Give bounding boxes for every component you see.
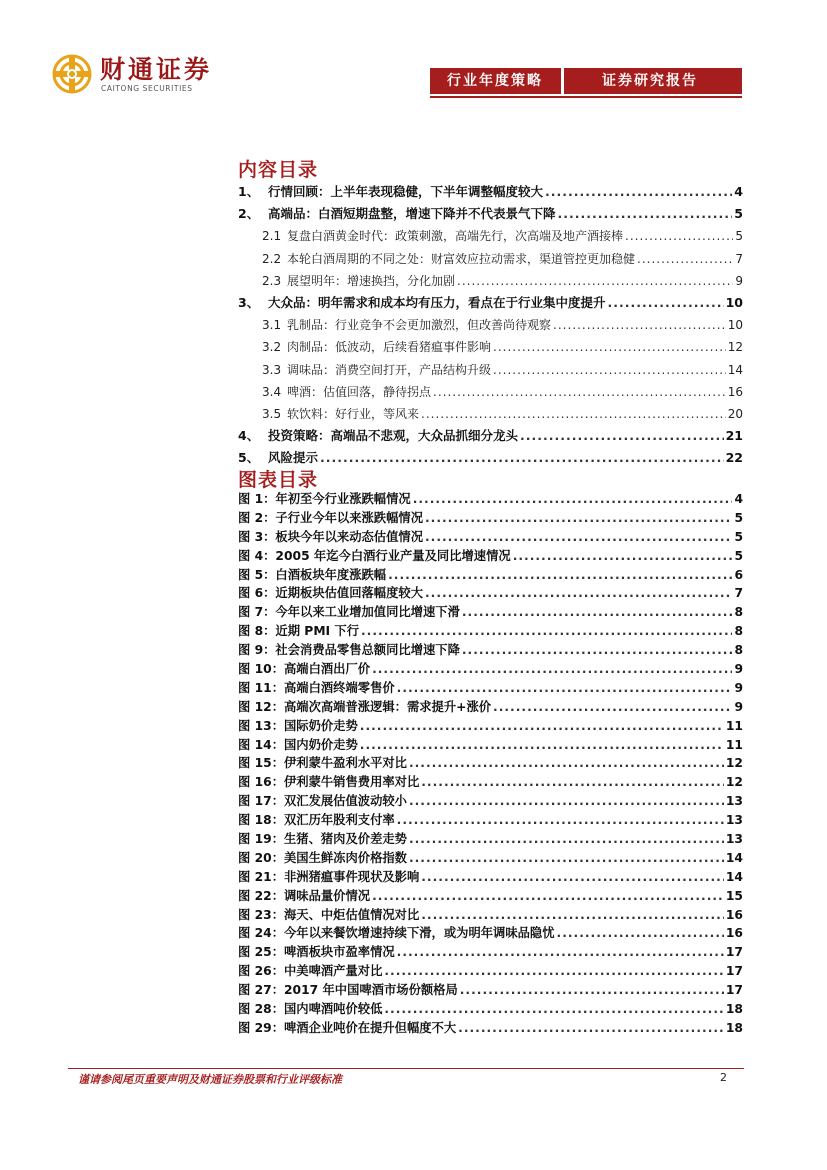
toc-entry-title: 行情回顾：上半年表现稳健，下半年调整幅度较大 (268, 184, 544, 199)
toc-entry-label (262, 403, 419, 425)
page-header (0, 0, 827, 100)
figure-leader-dots (397, 943, 724, 962)
figure-entry-title: 图 3：板块今年以来动态估值情况 (238, 529, 423, 544)
figure-entry-page: 18 (725, 1020, 743, 1035)
figure-entry-title: 图 1：年初至今行业涨跌幅情况 (238, 492, 411, 506)
figure-entry-title: 图 6：近期板块估值回落幅度较大 (238, 586, 423, 601)
toc-leader-dots (558, 203, 733, 225)
figure-entry[interactable] (238, 792, 743, 811)
figure-leader-dots (397, 679, 733, 698)
figure-entry[interactable] (238, 622, 743, 641)
toc-entry-title: 复盘白酒黄金时代：政策刺激，高端先行，次高端及地产酒接棒 (287, 229, 624, 244)
figure-leader-dots (409, 830, 724, 849)
figure-entry-title: 图 28：国内啤酒吨价较低 (238, 1002, 383, 1017)
figure-entry-page: 9 (734, 699, 743, 714)
figure-entry-page: 13 (725, 832, 743, 847)
figure-entry-title: 图 8：近期 PMI 下行 (238, 624, 360, 639)
report-category-tag: 证券研究报告 (602, 73, 698, 89)
figure-entry-title: 图 12：高端次高端普涨逻辑：需求提升+涨价 (238, 699, 492, 714)
figure-entry[interactable] (238, 566, 743, 585)
figure-entry-title: 图 26：中美啤酒产量对比 (238, 964, 383, 979)
figure-leader-dots (409, 849, 724, 868)
toc-entry[interactable] (238, 248, 743, 270)
figure-entry[interactable] (238, 490, 743, 509)
figure-entry-title: 图 5：白酒板块年度涨跌幅 (238, 567, 387, 582)
figure-entry[interactable] (238, 1019, 743, 1038)
toc-entry-label (262, 336, 491, 358)
figure-entry[interactable] (238, 603, 743, 622)
figure-leader-dots (421, 906, 724, 925)
figure-entry-page: 11 (725, 718, 743, 733)
toc-entry[interactable] (238, 203, 743, 225)
figure-entry-title: 图 10：高端白酒出厂价 (238, 662, 371, 677)
figure-leader-dots (462, 641, 733, 660)
figure-entry-title: 图 24：今年以来餐饮增速持续下滑，或为明年调味品隐忧 (238, 926, 555, 941)
figure-entry-title: 图 20：美国生鲜冻肉价格指数 (238, 850, 407, 865)
figure-entry-title: 图 9：社会消费品零售总额同比增速下降 (238, 643, 460, 658)
toc-entry-number: 2.2 (262, 251, 282, 266)
figure-entry-title: 图 4：2005 年迄今白酒行业产量及同比增速情况 (238, 548, 511, 563)
toc-entry-label (262, 314, 551, 336)
figure-entry-page: 18 (725, 1002, 743, 1017)
figures-list (238, 490, 743, 1038)
toc-entry-number: 5、 (238, 450, 260, 466)
toc-entry-title: 乳制品：行业竞争不会更加激烈，但改善尚待观察 (287, 318, 552, 333)
figure-leader-dots (409, 792, 724, 811)
figure-entry-title: 图 13：国际奶价走势 (238, 718, 358, 733)
figure-entry[interactable] (238, 736, 743, 755)
figure-leader-dots (458, 1019, 724, 1038)
toc-entry-label (238, 181, 543, 203)
toc-leader-dots (493, 336, 726, 358)
toc-entry-title: 肉制品：低波动，后续看猪瘟事件影响 (287, 340, 492, 355)
contents-list (238, 181, 743, 469)
figure-entry[interactable] (238, 830, 743, 849)
toc-leader-dots (320, 447, 724, 469)
toc-entry-page: 20 (727, 406, 743, 421)
toc-entry-number: 2、 (238, 206, 260, 222)
toc-entry-number: 3.1 (262, 318, 282, 333)
figure-entry-page: 8 (734, 605, 743, 620)
figure-entry[interactable] (238, 547, 743, 566)
toc-entry-number: 2.3 (262, 273, 282, 288)
toc-entry-number: 2.1 (262, 229, 282, 244)
header-underline (430, 96, 742, 98)
figure-entry[interactable] (238, 641, 743, 660)
figure-entry-page: 6 (734, 567, 743, 582)
figure-entry-page: 8 (734, 624, 743, 639)
figure-entry-title: 图 11：高端白酒终端零售价 (238, 680, 395, 695)
figure-entry-page: 12 (725, 775, 743, 790)
toc-entry-label (238, 203, 556, 225)
toc-entry-label (238, 425, 518, 447)
figure-entry[interactable] (238, 811, 743, 830)
toc-entry-number: 4、 (238, 428, 260, 444)
figure-entry-title: 图 25：啤酒板块市盈率情况 (238, 945, 395, 960)
toc-entry-label (238, 292, 606, 314)
figure-entry-title: 图 23：海天、中炬估值情况对比 (238, 907, 420, 922)
logo-english-name: CAITONG SECURITIES (101, 84, 193, 93)
caitong-logo-icon (52, 54, 92, 94)
figure-entry-title: 图 14：国内奶价走势 (238, 737, 358, 752)
figure-entry[interactable] (238, 698, 743, 717)
figure-entry-page: 15 (725, 888, 743, 903)
toc-entry-page: 5 (734, 206, 743, 222)
toc-entry-title: 展望明年：增速换挡，分化加剧 (287, 273, 456, 288)
figure-leader-dots (513, 547, 733, 566)
toc-entry-page: 21 (725, 428, 743, 444)
toc-entry-page: 10 (727, 318, 743, 333)
toc-entry-label (262, 248, 635, 270)
toc-entry[interactable] (238, 292, 743, 314)
figure-entry-page: 14 (725, 869, 743, 884)
figure-entry[interactable] (238, 509, 743, 528)
figure-entry-title: 图 17：双汇发展估值波动较小 (238, 794, 407, 809)
figure-entry-page: 17 (725, 945, 743, 960)
toc-entry[interactable] (238, 181, 743, 203)
figure-entry[interactable] (238, 584, 743, 603)
figure-entry[interactable] (238, 717, 743, 736)
figures-title: 图表目录 (238, 469, 319, 491)
figure-entry-title: 图 19：生猪、猪肉及价差走势 (238, 832, 407, 847)
toc-entry-title: 风险提示 (268, 450, 319, 466)
figure-entry-page: 16 (725, 907, 743, 922)
toc-leader-dots (421, 403, 726, 425)
figure-leader-dots (462, 603, 733, 622)
toc-entry-number: 3、 (238, 294, 260, 310)
toc-entry[interactable] (238, 359, 743, 381)
figure-entry-page: 11 (725, 737, 743, 752)
toc-entry-label (262, 225, 623, 247)
toc-entry[interactable] (238, 314, 743, 336)
figure-entry-page: 9 (734, 680, 743, 695)
figure-entry-page: 17 (725, 983, 743, 998)
figure-entry-page: 8 (734, 643, 743, 658)
figure-entry[interactable] (238, 849, 743, 868)
toc-entry-title: 调味品：消费空间打开，产品结构升级 (287, 362, 492, 377)
figure-entry-page: 5 (734, 529, 743, 544)
figure-leader-dots (388, 566, 732, 585)
figure-leader-dots (372, 660, 732, 679)
toc-entry-title: 啤酒：估值回落，静待拐点 (287, 384, 432, 399)
toc-entry-title: 大众品：明年需求和成本均有压力，看点在于行业集中度提升 (268, 294, 606, 310)
toc-entry-label (262, 359, 491, 381)
figure-entry-title: 图 2：子行业今年以来涨跌幅情况 (238, 510, 423, 525)
toc-entry-page: 16 (727, 384, 743, 399)
figure-entry-page: 12 (725, 756, 743, 771)
toc-entry-label (262, 381, 431, 403)
figure-entry-page: 16 (725, 926, 743, 941)
figure-entry-title: 图 16：伊利蒙牛销售费用率对比 (238, 775, 420, 790)
figure-entry-page: 7 (734, 586, 743, 601)
figure-entry-page: 4 (734, 492, 743, 506)
figure-leader-dots (360, 736, 724, 755)
toc-entry-number: 3.3 (262, 362, 282, 377)
figure-leader-dots (413, 490, 733, 509)
toc-entry-label (262, 270, 455, 292)
figure-entry[interactable] (238, 962, 743, 981)
toc-entry-number: 3.2 (262, 340, 282, 355)
toc-entry-page: 4 (734, 184, 743, 199)
toc-entry-title: 投资策略：高端品不悲观，大众品抓细分龙头 (268, 428, 519, 444)
toc-entry-page: 22 (725, 450, 743, 466)
toc-entry-number: 1、 (238, 184, 260, 199)
figure-entry-page: 14 (725, 850, 743, 865)
toc-entry-page: 7 (735, 251, 743, 266)
toc-entry-page: 14 (727, 362, 743, 377)
report-type-tag: 行业年度策略 (447, 73, 543, 89)
toc-leader-dots (433, 381, 726, 403)
figure-leader-dots (384, 1000, 724, 1019)
figure-entry[interactable] (238, 924, 743, 943)
figure-entry-title: 图 22：调味品量价情况 (238, 888, 371, 903)
toc-entry-page: 9 (735, 273, 743, 288)
figure-entry-title: 图 21：非洲猪瘟事件现状及影响 (238, 869, 420, 884)
toc-leader-dots (457, 270, 733, 292)
toc-entry-page: 5 (735, 229, 743, 244)
figure-entry-title: 图 18：双汇历年股利支付率 (238, 813, 395, 828)
figure-leader-dots (397, 811, 724, 830)
figure-entry[interactable] (238, 660, 743, 679)
figure-entry-title: 图 29：啤酒企业吨价在提升但幅度不大 (238, 1020, 457, 1035)
toc-entry-title: 高端品：白酒短期盘整，增速下降并不代表景气下降 (268, 206, 556, 222)
figure-entry[interactable] (238, 981, 743, 1000)
figure-entry[interactable] (238, 943, 743, 962)
figure-leader-dots (460, 981, 724, 1000)
toc-leader-dots (608, 292, 724, 314)
figure-leader-dots (384, 962, 724, 981)
figure-entry-title: 图 27：2017 年中国啤酒市场份额格局 (238, 983, 458, 998)
toc-entry[interactable] (238, 403, 743, 425)
figure-entry-page: 5 (734, 548, 743, 563)
figure-entry[interactable] (238, 1000, 743, 1019)
toc-entry-number: 3.4 (262, 384, 282, 399)
figure-entry[interactable] (238, 754, 743, 773)
page-number: 2 (720, 1071, 727, 1084)
toc-leader-dots (520, 425, 724, 447)
figure-entry-page: 13 (725, 813, 743, 828)
figure-leader-dots (557, 924, 724, 943)
figure-entry[interactable] (238, 868, 743, 887)
toc-leader-dots (545, 181, 732, 203)
figure-leader-dots (425, 509, 732, 528)
figure-leader-dots (493, 698, 732, 717)
figure-entry-page: 9 (734, 662, 743, 677)
logo-chinese-name: 财通证券 (100, 55, 213, 84)
figure-entry[interactable] (238, 773, 743, 792)
figure-entry[interactable] (238, 679, 743, 698)
figure-leader-dots (372, 887, 724, 906)
figure-entry[interactable] (238, 887, 743, 906)
figure-leader-dots (409, 754, 724, 773)
figure-entry-page: 13 (725, 794, 743, 809)
figure-entry-page: 17 (725, 964, 743, 979)
toc-entry[interactable] (238, 425, 743, 447)
figure-leader-dots (425, 528, 732, 547)
figure-leader-dots (425, 584, 732, 603)
toc-entry[interactable] (238, 336, 743, 358)
toc-entry-number: 3.5 (262, 406, 282, 421)
figure-leader-dots (421, 773, 724, 792)
toc-leader-dots (637, 248, 733, 270)
figure-entry-page: 5 (734, 510, 743, 525)
toc-leader-dots (493, 359, 726, 381)
figure-entry[interactable] (238, 528, 743, 547)
toc-entry[interactable] (238, 381, 743, 403)
footer-disclaimer[interactable]: 谨请参阅尾页重要声明及财通证券股票和行业评级标准 (78, 1073, 342, 1086)
contents-title: 内容目录 (238, 159, 319, 181)
figure-leader-dots (360, 717, 724, 736)
footer-divider (68, 1068, 744, 1069)
toc-entry-title: 软饮料：好行业，等风来 (287, 406, 420, 421)
toc-entry-page: 12 (727, 340, 743, 355)
toc-leader-dots (625, 225, 733, 247)
toc-entry[interactable] (238, 270, 743, 292)
figure-entry-title: 图 7：今年以来工业增加值同比增速下滑 (238, 605, 460, 620)
figure-entry[interactable] (238, 906, 743, 925)
header-banner-separator (561, 68, 564, 94)
figure-leader-dots (361, 622, 732, 641)
toc-entry-page: 10 (725, 294, 743, 310)
toc-leader-dots (553, 314, 726, 336)
figure-entry-title: 图 15：伊利蒙牛盈利水平对比 (238, 756, 407, 771)
figure-leader-dots (421, 868, 724, 887)
toc-entry[interactable] (238, 225, 743, 247)
toc-entry-title: 本轮白酒周期的不同之处：财富效应拉动需求，渠道管控更加稳健 (287, 251, 636, 266)
